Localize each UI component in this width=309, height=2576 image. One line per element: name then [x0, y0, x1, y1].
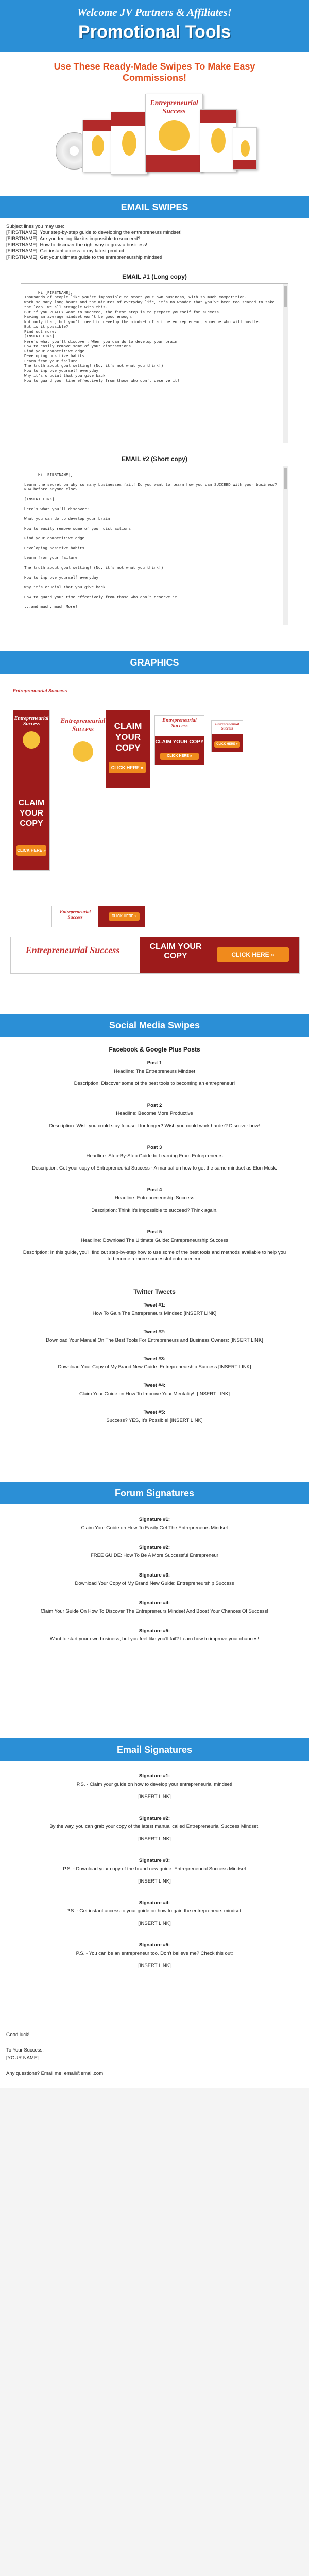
click-here-button[interactable]: CLICK HERE » — [109, 912, 140, 921]
email-signatures-section — [0, 1761, 309, 2026]
claim-text: CLAIM YOUR COPY — [114, 721, 142, 753]
post-label: Post 1 — [147, 1060, 162, 1066]
click-here-button[interactable]: CLICK HERE » — [217, 947, 289, 962]
signature-label: Signature #4: — [139, 1900, 170, 1906]
email-long-copy-text: Hi [FIRSTNAME], Thousands of people like you're impossible to start your own business, with so much competition. Work so many long hours and the minutes of everyday life, it's no wonder that you've been too scared to take the leap. We all struggle with this. But if you REALLY want to succeed, the first step is to prepare yourself for success. Having an average mindset won't be good enough. Not only that, but you'll need to develop the mindset of a true entrepreneur, someone who will hustle. But is it possible? Find out more: [INSERT LINK] Here's what you'll discover: When you can do to develop your brain How to easily remove some of your distractions Find your competitive edge Developing positive habits Learn from your failure The truth about goal setting! (No, it's not what you think!) How to improve yourself everyday Why it's crucial that you give back How to guard your time effectively from those who don't deserve it! — [24, 291, 275, 383]
subject-lines — [0, 218, 309, 266]
signature-text: By the way, you can grab your copy of the latest manual called Entrepreneurial Success Mindset! — [49, 1824, 260, 1829]
cover-title: Entrepreneurial Success — [150, 99, 198, 115]
post-description: Description: Discover some of the best tools to becoming an entrepreneur! — [74, 1081, 235, 1087]
facebook-title: Facebook & Google Plus Posts — [109, 1046, 200, 1053]
click-here-button[interactable]: CLICK HERE » — [109, 762, 146, 773]
claim-text: CLAIM YOUR COPY — [149, 942, 202, 960]
email-short-copy-textarea[interactable] — [21, 466, 288, 625]
hero-header — [0, 0, 309, 52]
social-section — [0, 1037, 309, 1482]
email-short-title: EMAIL #2 (Short copy) — [122, 455, 187, 463]
forum-signature — [21, 1628, 288, 1642]
box-mockup-image — [111, 112, 148, 175]
signature-text: P.S. - Get instant access to your guide on how to gain the entrepreneurs mindset! — [66, 1908, 243, 1914]
email-long-copy-textarea[interactable] — [21, 283, 288, 443]
banner-title: Entrepreneurial Success — [25, 945, 120, 955]
tweet-label: Tweet #4: — [143, 1383, 166, 1388]
graphics-section — [0, 674, 309, 1014]
page-title: Promotional Tools — [78, 22, 231, 42]
forum-signature — [21, 1545, 288, 1559]
post-headline: Headline: Become More Productive — [116, 1111, 193, 1116]
skyscraper-banner[interactable] — [13, 710, 50, 871]
post-description: Description: Get your copy of Entrepreneurial Success - A manual on how to get the same mindset as Elon Musk. — [32, 1165, 277, 1171]
forum-heading: Forum Signatures — [0, 1482, 309, 1504]
email-swipes-section — [0, 218, 309, 651]
banner-title: Entrepreneurial Success — [215, 722, 239, 731]
tweet-text: Claim Your Guide on How To Improve Your Mentality!: [INSERT LINK] — [79, 1391, 230, 1397]
subjects-intro: Subject lines you may use: — [6, 224, 65, 229]
signature-link: [INSERT LINK] — [138, 1963, 171, 1969]
forum-signature — [21, 1572, 288, 1587]
tweet-item — [21, 1410, 288, 1424]
signature-label: Signature #4: — [139, 1600, 170, 1606]
email-signature — [21, 1900, 288, 1927]
tweet-label: Tweet #2: — [143, 1329, 166, 1335]
product-mockups — [0, 89, 309, 187]
email-signature — [21, 1816, 288, 1842]
click-here-button[interactable]: CLICK HERE » — [214, 741, 240, 748]
signature-link: [INSERT LINK] — [138, 1878, 171, 1884]
signature-label: Signature #3: — [139, 1858, 170, 1863]
footer-contact: Any questions? Email me: email@email.com — [6, 2071, 104, 2076]
click-here-button[interactable]: CLICK HERE » — [160, 753, 199, 760]
tweet-text: How To Gain The Entrepreneurs Mindset: [INSERT LINK] — [92, 1311, 217, 1316]
post-description: Description: Think it's impossible to succeed? Think again. — [91, 1208, 218, 1213]
signature-text: P.S. - Claim your guide on how to develop your entrepreneurial mindset! — [76, 1782, 233, 1787]
email-swipes-heading: EMAIL SWIPES — [0, 196, 309, 218]
leaderboard-banner[interactable] — [10, 937, 300, 974]
post-label: Post 4 — [147, 1187, 162, 1193]
signature-label: Signature #5: — [139, 1942, 170, 1948]
banner-title: Entrepreneurial Success — [14, 716, 49, 727]
subject-line: [FIRSTNAME], Your step-by-step guide to developing the entrepreneurs mindset! — [6, 230, 182, 235]
signature-label: Signature #5: — [139, 1628, 170, 1634]
small-square-banner[interactable] — [211, 720, 243, 752]
post-item — [21, 1103, 288, 1129]
post-label: Post 5 — [147, 1229, 162, 1235]
main-ebook-cover — [145, 94, 203, 172]
box-mockup-image-2 — [200, 109, 237, 172]
tablet-mockup-image — [233, 127, 257, 170]
claim-text: CLAIM YOUR COPY — [18, 799, 45, 828]
book-mockup-image — [82, 120, 113, 172]
claim-text: CLAIM YOUR COPY — [155, 739, 204, 745]
subject-line: [FIRSTNAME], Get your ultimate guide to the entrepreneurship mindset! — [6, 255, 163, 260]
social-heading: Social Media Swipes — [0, 1014, 309, 1037]
tweet-text: Download Your Copy of My Brand New Guide: Entrepreneurship Success [INSERT LINK] — [58, 1364, 251, 1370]
email-short-copy-text: Hi [FIRSTNAME], Learn the secret on why so many businesses fail! Do you want to learn how you can SUCCEED with your business? NOW before anyone else? [INSERT LINK] Here's what you'll discover: What you can do to develop your brain How to easily remove some of your distractions Find your competitive edge Developing positive habits Learn from your failure The truth about goal setting! (No, it's not what you think!) How to improve yourself everyday Why it's crucial that you give back How to guard your time effectively from those who don't deserve it ...and much, much More! — [24, 473, 277, 609]
subject-line: [FIRSTNAME], How to discover the right way to grow a business! — [6, 242, 148, 248]
signature-text: FREE GUIDE: How To Be A More Successful Entrepreneur — [91, 1553, 218, 1558]
tweet-item — [21, 1329, 288, 1344]
post-headline: Headline: The Entrepreneurs Mindset — [114, 1069, 195, 1074]
graphics-heading: GRAPHICS — [0, 651, 309, 674]
signature-link: [INSERT LINK] — [138, 1836, 171, 1842]
welcome-text: Welcome JV Partners & Affiliates! — [77, 6, 232, 19]
tweet-label: Tweet #3: — [143, 1356, 166, 1362]
post-description: Description: In this guide, you'll find out step-by-step how to use some of the best tools and methods available to help you to become a more successful entrepreneur. — [23, 1250, 286, 1262]
footer-good-luck: Good luck! — [6, 2032, 30, 2038]
subject-line: [FIRSTNAME], Are you feeling like it's impossible to succeed? — [6, 236, 141, 242]
square-banner[interactable] — [154, 715, 204, 765]
signature-link: [INSERT LINK] — [138, 1921, 171, 1926]
signature-text: Want to start your own business, but you feel like you'll fail? Learn how to improve your chances! — [50, 1636, 259, 1642]
forum-section — [0, 1504, 309, 1738]
post-item — [21, 1187, 288, 1214]
email-signatures-heading: Email Signatures — [0, 1738, 309, 1761]
signature-label: Signature #1: — [139, 1517, 170, 1522]
email-signature — [21, 1942, 288, 1969]
banner-title: Entrepreneurial Success — [59, 909, 91, 920]
post-item — [21, 1229, 288, 1262]
footer-name: [YOUR NAME] — [6, 2055, 39, 2061]
tweet-text: Success? YES, It's Possible! [INSERT LINK] — [106, 1418, 203, 1423]
post-item — [21, 1145, 288, 1172]
footer — [0, 2026, 309, 2088]
signature-label: Signature #2: — [139, 1545, 170, 1550]
small-logo-banner: Entrepreneurial Success — [13, 688, 67, 693]
signature-text: P.S. - You can be an entrepreneur too. Don't believe me? Check this out: — [76, 1951, 233, 1956]
signature-text: P.S. - Download your copy of the brand new guide: Entrepreneurial Success Mindset — [63, 1866, 246, 1872]
subject-line: [FIRSTNAME], Get instant access to my latest product! — [6, 248, 126, 254]
post-label: Post 2 — [147, 1103, 162, 1108]
post-item — [21, 1060, 288, 1087]
intro-section — [0, 52, 309, 196]
post-headline: Headline: Download The Ultimate Guide: Entrepreneurship Success — [80, 1238, 229, 1243]
signature-text: Download Your Copy of My Brand New Guide: Entrepreneurship Success — [75, 1581, 234, 1586]
tweet-label: Tweet #5: — [143, 1410, 166, 1415]
post-label: Post 3 — [147, 1145, 162, 1150]
scrollbar[interactable] — [283, 284, 288, 443]
banner-title: Entrepreneurial Success — [60, 717, 106, 733]
footer-sign-off: To Your Success, — [6, 2047, 44, 2053]
tweet-label: Tweet #1: — [143, 1302, 166, 1308]
signature-link: [INSERT LINK] — [138, 1794, 171, 1800]
tweet-item — [21, 1356, 288, 1370]
small-leaderboard-banner[interactable] — [52, 906, 145, 927]
forum-signature — [21, 1517, 288, 1531]
tagline: Use These Ready-Made Swipes To Make Easy Commissions! — [54, 61, 255, 83]
email-long-title: EMAIL #1 (Long copy) — [122, 273, 187, 280]
signature-label: Signature #1: — [139, 1773, 170, 1779]
twitter-title: Twitter Tweets — [133, 1288, 176, 1295]
signature-text: Claim Your Guide on How To Easily Get The Entrepreneurs Mindset — [81, 1525, 228, 1531]
medium-rectangle-banner[interactable] — [57, 710, 150, 788]
banner-title: Entrepreneurial Success — [162, 718, 197, 729]
click-here-button[interactable]: CLICK HERE » — [16, 845, 46, 856]
signature-label: Signature #3: — [139, 1572, 170, 1578]
scrollbar[interactable] — [283, 466, 288, 625]
tweet-item — [21, 1383, 288, 1397]
forum-signature — [21, 1600, 288, 1615]
signature-text: Claim Your Guide On How To Discover The Entrepreneurs Mindset And Boost Your Chances Of Success! — [40, 1608, 269, 1614]
signature-label: Signature #2: — [139, 1816, 170, 1821]
post-description: Description: Wish you could stay focused for longer? Wish you could work harder? Discover how! — [49, 1123, 260, 1129]
post-headline: Headline: Step-By-Step Guide to Learning From Entrepreneurs — [86, 1153, 223, 1159]
tweet-text: Download Your Manual On The Best Tools For Entrepreneurs and Business Owners: [INSERT LINK] — [46, 1337, 263, 1343]
tweet-item — [21, 1302, 288, 1317]
post-headline: Headline: Entrepreneurship Success — [114, 1195, 195, 1201]
email-signature — [21, 1773, 288, 1800]
email-signature — [21, 1858, 288, 1885]
